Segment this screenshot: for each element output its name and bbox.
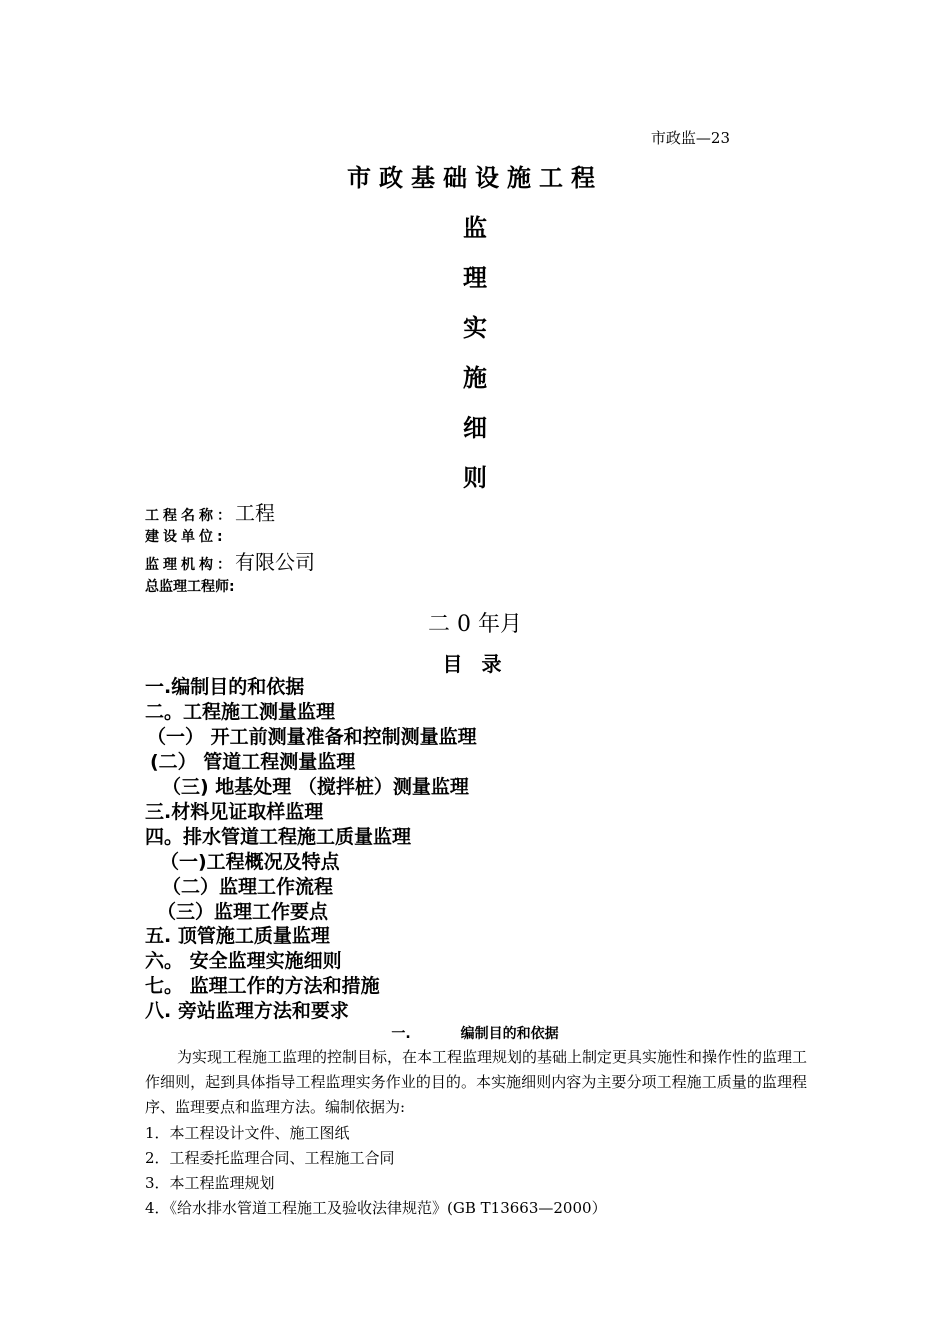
project-name-row [145,497,275,526]
toc-title: 目 录 [442,652,508,676]
toc-item: 七。 监理工作的方法和措施 [145,975,380,997]
chief-engineer-label: 总监理工程师: [145,579,235,595]
date-line: 二 0 年月 [428,612,522,637]
section-title: 编制目的和依据 [460,1026,559,1042]
toc-item: （三）监理工作要点 [157,901,329,923]
toc-item: （一） 开工前测量准备和控制测量监理 [147,726,477,748]
document-code: 市政监—23 [650,129,730,147]
section-heading [0,1023,950,1043]
agency-row [145,546,315,575]
toc-item: 五. 顶管施工质量监理 [145,925,330,947]
title-char: 实 [463,313,487,342]
toc-item: 三.材料见证取样监理 [145,801,324,823]
toc-item: 二。工程施工测量监理 [145,701,336,723]
basis-item: 3．本工程监理规划 [145,1174,275,1192]
basis-item: 4．《给水排水管道工程施工及验收法律规范》(GB T13663—2000） [145,1199,607,1217]
title-char: 施 [463,363,487,392]
title-char: 则 [463,463,487,492]
toc-item: （三) 地基处理 （搅拌桩）测量监理 [162,776,469,798]
main-title: 市政基础设施工程 [347,163,603,192]
project-name-value: 工程 [235,501,275,525]
basis-item: 1．本工程设计文件、施工图纸 [145,1124,350,1142]
title-char: 监 [463,213,487,242]
toc-item: (二） 管道工程测量监理 [150,751,356,773]
toc-item: 一.编制目的和依据 [145,676,305,698]
builder-row [145,526,227,546]
project-name-label: 工程名称： [145,508,235,524]
basis-item: 2．工程委托监理合同、工程施工合同 [145,1149,395,1167]
title-char: 理 [463,263,487,292]
toc-item: （一)工程概况及特点 [160,851,340,873]
agency-value: 有限公司 [235,550,315,574]
section-paragraph: 为实现工程施工监理的控制目标，在本工程监理规划的基础上制定更具实施性和操作性的监理工作细则，起到具体指导工程监理实务作业的目的。本实施细则内容为主要分项工程施工质量的监理程序、监理要点和监理方法。编制依据为: [145,1048,808,1116]
toc-item: 六。 安全监理实施细则 [145,950,342,972]
agency-label: 监理机构： [145,557,235,573]
section-number: 一. [391,1026,411,1042]
builder-label: 建设单位: [145,529,227,545]
toc-item: 八. 旁站监理方法和要求 [145,1000,349,1022]
title-char: 细 [463,413,487,442]
toc-item: 四。排水管道工程施工质量监理 [145,826,412,848]
chief-engineer-row [145,576,235,596]
toc-item: （二）监理工作流程 [162,876,334,898]
